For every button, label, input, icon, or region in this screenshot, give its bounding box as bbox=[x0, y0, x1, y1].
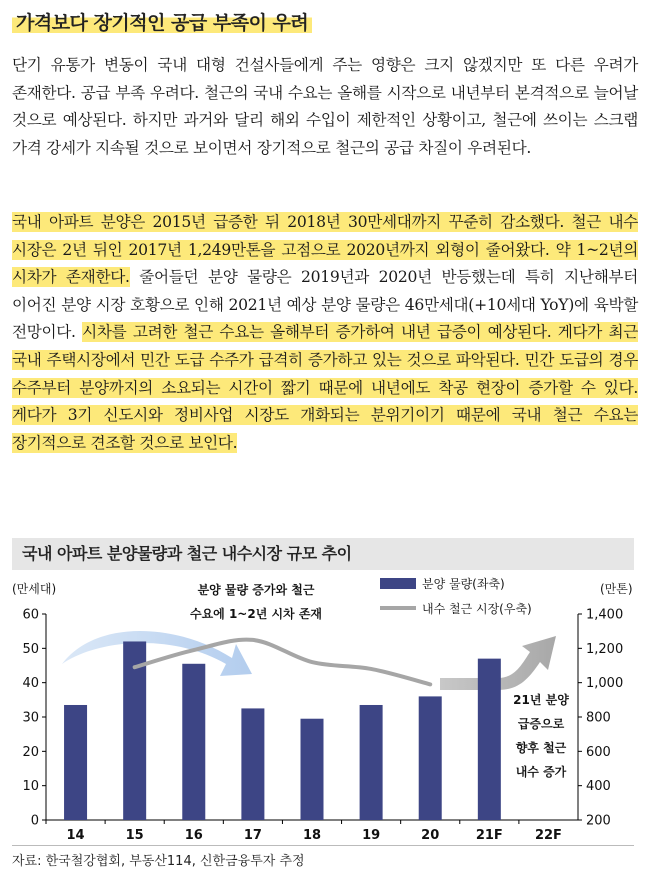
right-tick-label: 400 bbox=[586, 779, 611, 795]
paragraph-2 bbox=[12, 209, 638, 457]
x-tick-label: 20 bbox=[421, 828, 440, 843]
annotation-side-line: 급증으로 bbox=[517, 717, 565, 731]
annotation-side-line: 21년 분양 bbox=[513, 693, 569, 707]
bar-19 bbox=[360, 705, 383, 820]
source-divider bbox=[12, 845, 634, 846]
legend-line-label: 내수 철근 시장(우축) bbox=[422, 602, 532, 616]
x-tick-label: 15 bbox=[125, 828, 144, 843]
right-axis-unit: (만톤) bbox=[600, 582, 633, 596]
x-tick-label: 16 bbox=[184, 828, 203, 843]
bar-17 bbox=[241, 708, 264, 820]
right-tick-label: 1,200 bbox=[586, 641, 624, 657]
right-tick-label: 800 bbox=[586, 710, 611, 726]
bar-20 bbox=[419, 696, 442, 820]
x-tick-label: 17 bbox=[243, 828, 262, 843]
highlight-2: 시차를 고려한 철근 수요는 올해부터 증가하여 내년 급증이 예상된다. 게다가 최근 국내 주택시장에서 민간 도급 수주가 급격히 증가하고 있는 것으로 파악된다. 민간 도급의 경우 수주부터 분양까지의 소요되는 시간이 짧기 때문에 내년에도 착공 현장이 증가할 수 있다. 게다가 3기 신도시와 정비사업 시장도 개화되는 분위기이기 때문에 국내 철근 수요는 장기적으로 견조할 것으로 보인다. bbox=[12, 323, 638, 452]
annotation-side-line: 향후 철근 bbox=[515, 741, 567, 755]
bar-16 bbox=[182, 664, 205, 820]
right-tick-label: 1,400 bbox=[586, 607, 624, 623]
left-tick-label: 20 bbox=[22, 744, 39, 760]
bar-18 bbox=[301, 719, 324, 820]
x-tick-label: 21F bbox=[475, 828, 503, 843]
annotation-top-line2: 수요에 1~2년 시차 존재 bbox=[189, 607, 323, 621]
legend-bar-label: 분양 물량(좌축) bbox=[422, 577, 505, 591]
section-heading: 가격보다 장기적인 공급 부족이 우려 bbox=[12, 8, 312, 35]
legend-bar-swatch bbox=[380, 578, 416, 589]
paragraph-1: 단기 유통가 변동이 국내 대형 건설사들에게 주는 영향은 크지 않겠지만 또 다른 우려가 존재한다. 공급 부족 우려다. 철근의 국내 수요는 올해를 시작으로 내년부터 본격적으로 늘어날 것으로 예상된다. 하지만 과거와 달리 해외 수입이 제한적인 상황이고, 철근에 쓰이는 스크랩 가격 강세가 지속될 것으로 보이면서 장기적으로 철근의 공급 차질이 우려된다. bbox=[12, 56, 638, 157]
right-tick-label: 1,000 bbox=[586, 676, 624, 692]
combo-chart bbox=[0, 572, 658, 844]
annotation-side-line: 내수 증가 bbox=[515, 765, 567, 779]
x-tick-label: 14 bbox=[66, 828, 85, 843]
blue-trend-arrow bbox=[62, 631, 252, 676]
left-tick-label: 60 bbox=[22, 607, 39, 623]
x-tick-label: 19 bbox=[362, 828, 381, 843]
left-tick-label: 30 bbox=[22, 710, 39, 726]
left-tick-label: 40 bbox=[22, 676, 39, 692]
x-tick-label: 18 bbox=[302, 828, 322, 843]
annotation-top-line1: 분양 물량 증가와 철근 bbox=[197, 583, 315, 597]
x-tick-label: 22F bbox=[534, 828, 562, 843]
left-tick-label: 50 bbox=[22, 641, 39, 657]
left-tick-label: 10 bbox=[22, 779, 39, 795]
chart-title: 국내 아파트 분양물량과 철근 내수시장 규모 추이 bbox=[12, 538, 634, 570]
bar-14 bbox=[64, 705, 87, 820]
plain-text: 줄어들던 분양 물량은 2019년과 2020년 반등했는데 특히 지난해부터 이어진 분양 시장 호황으로 인해 2021년 예상 분양 물량은 46만세대(+10세대 YoY)에 육박할 전망이다. bbox=[12, 268, 638, 342]
right-tick-label: 600 bbox=[586, 744, 611, 760]
right-tick-label: 200 bbox=[586, 813, 611, 829]
highlight-1: 국내 아파트 분양은 2015년 급증한 뒤 2018년 30만세대까지 꾸준히 감소했다. 철근 내수 시장은 2년 뒤인 2017년 1,249만톤을 고점으로 2020년까지 외형이 줄어왔다. 약 1~2년의 시차가 존재한다. bbox=[12, 213, 638, 287]
bar-21F bbox=[478, 659, 501, 820]
left-axis-unit: (만세대) bbox=[12, 582, 57, 596]
source-note: 자료: 한국철강협회, 부동산114, 신한금융투자 추정 bbox=[12, 854, 305, 869]
left-tick-label: 0 bbox=[30, 813, 39, 829]
